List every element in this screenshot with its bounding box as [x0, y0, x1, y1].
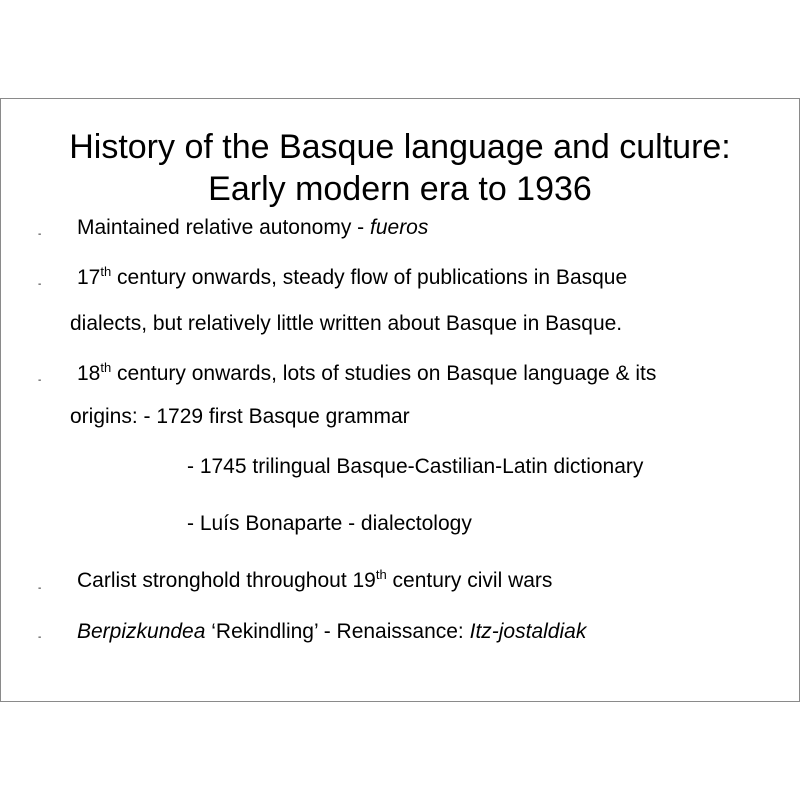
- bullet-marker-5: -: [38, 632, 42, 643]
- bullet-3-text: [77, 362, 656, 386]
- bullet-3-ordinal: 18: [77, 362, 101, 385]
- bullet-5-italic-2: Itz-jostaldiak: [469, 620, 587, 643]
- bullet-4-plain-after: century civil wars: [386, 569, 553, 592]
- bullet-5-italic-1: Berpizkundea: [77, 620, 206, 643]
- bullet-1-text: [77, 216, 428, 240]
- bullet-1-plain: Maintained relative autonomy -: [77, 216, 370, 239]
- bullet-3-subitem-1: - 1745 trilingual Basque-Castilian-Latin dictionary: [187, 455, 644, 478]
- bullet-4-sup: th: [375, 567, 387, 582]
- slide-title-line-2: Early modern era to 1936: [208, 170, 592, 208]
- bullet-1-italic: fueros: [370, 216, 429, 239]
- bullet-4-plain: Carlist stronghold throughout 19: [77, 569, 376, 592]
- bullet-3-subitem-2: - Luís Bonaparte - dialectology: [187, 512, 472, 535]
- bullet-3-plain: century onwards, lots of studies on Basque language & its: [111, 362, 657, 385]
- slide-title: [0, 126, 800, 210]
- bullet-3-continuation: origins: - 1729 first Basque grammar: [70, 405, 410, 428]
- bullet-4-text: [77, 569, 552, 593]
- bullet-marker-2: -: [38, 279, 42, 290]
- bullet-marker-3: -: [38, 375, 42, 386]
- bullet-2-ordinal-sup: th: [100, 264, 112, 279]
- bullet-2-plain: century onwards, steady flow of publications in Basque: [111, 266, 628, 289]
- bullet-marker-1: -: [38, 229, 42, 240]
- bullet-marker-4: -: [38, 583, 42, 594]
- bullet-2-ordinal: 17: [77, 266, 101, 289]
- bullet-2-continuation: dialects, but relatively little written about Basque in Basque.: [70, 312, 623, 335]
- bullet-3-ordinal-sup: th: [100, 360, 112, 375]
- slide-title-line-1: History of the Basque language and culture:: [69, 128, 731, 166]
- bullet-5-plain: ‘Rekindling’ - Renaissance:: [205, 620, 470, 643]
- bullet-5-text: [77, 620, 586, 644]
- bullet-2-text: [77, 266, 627, 290]
